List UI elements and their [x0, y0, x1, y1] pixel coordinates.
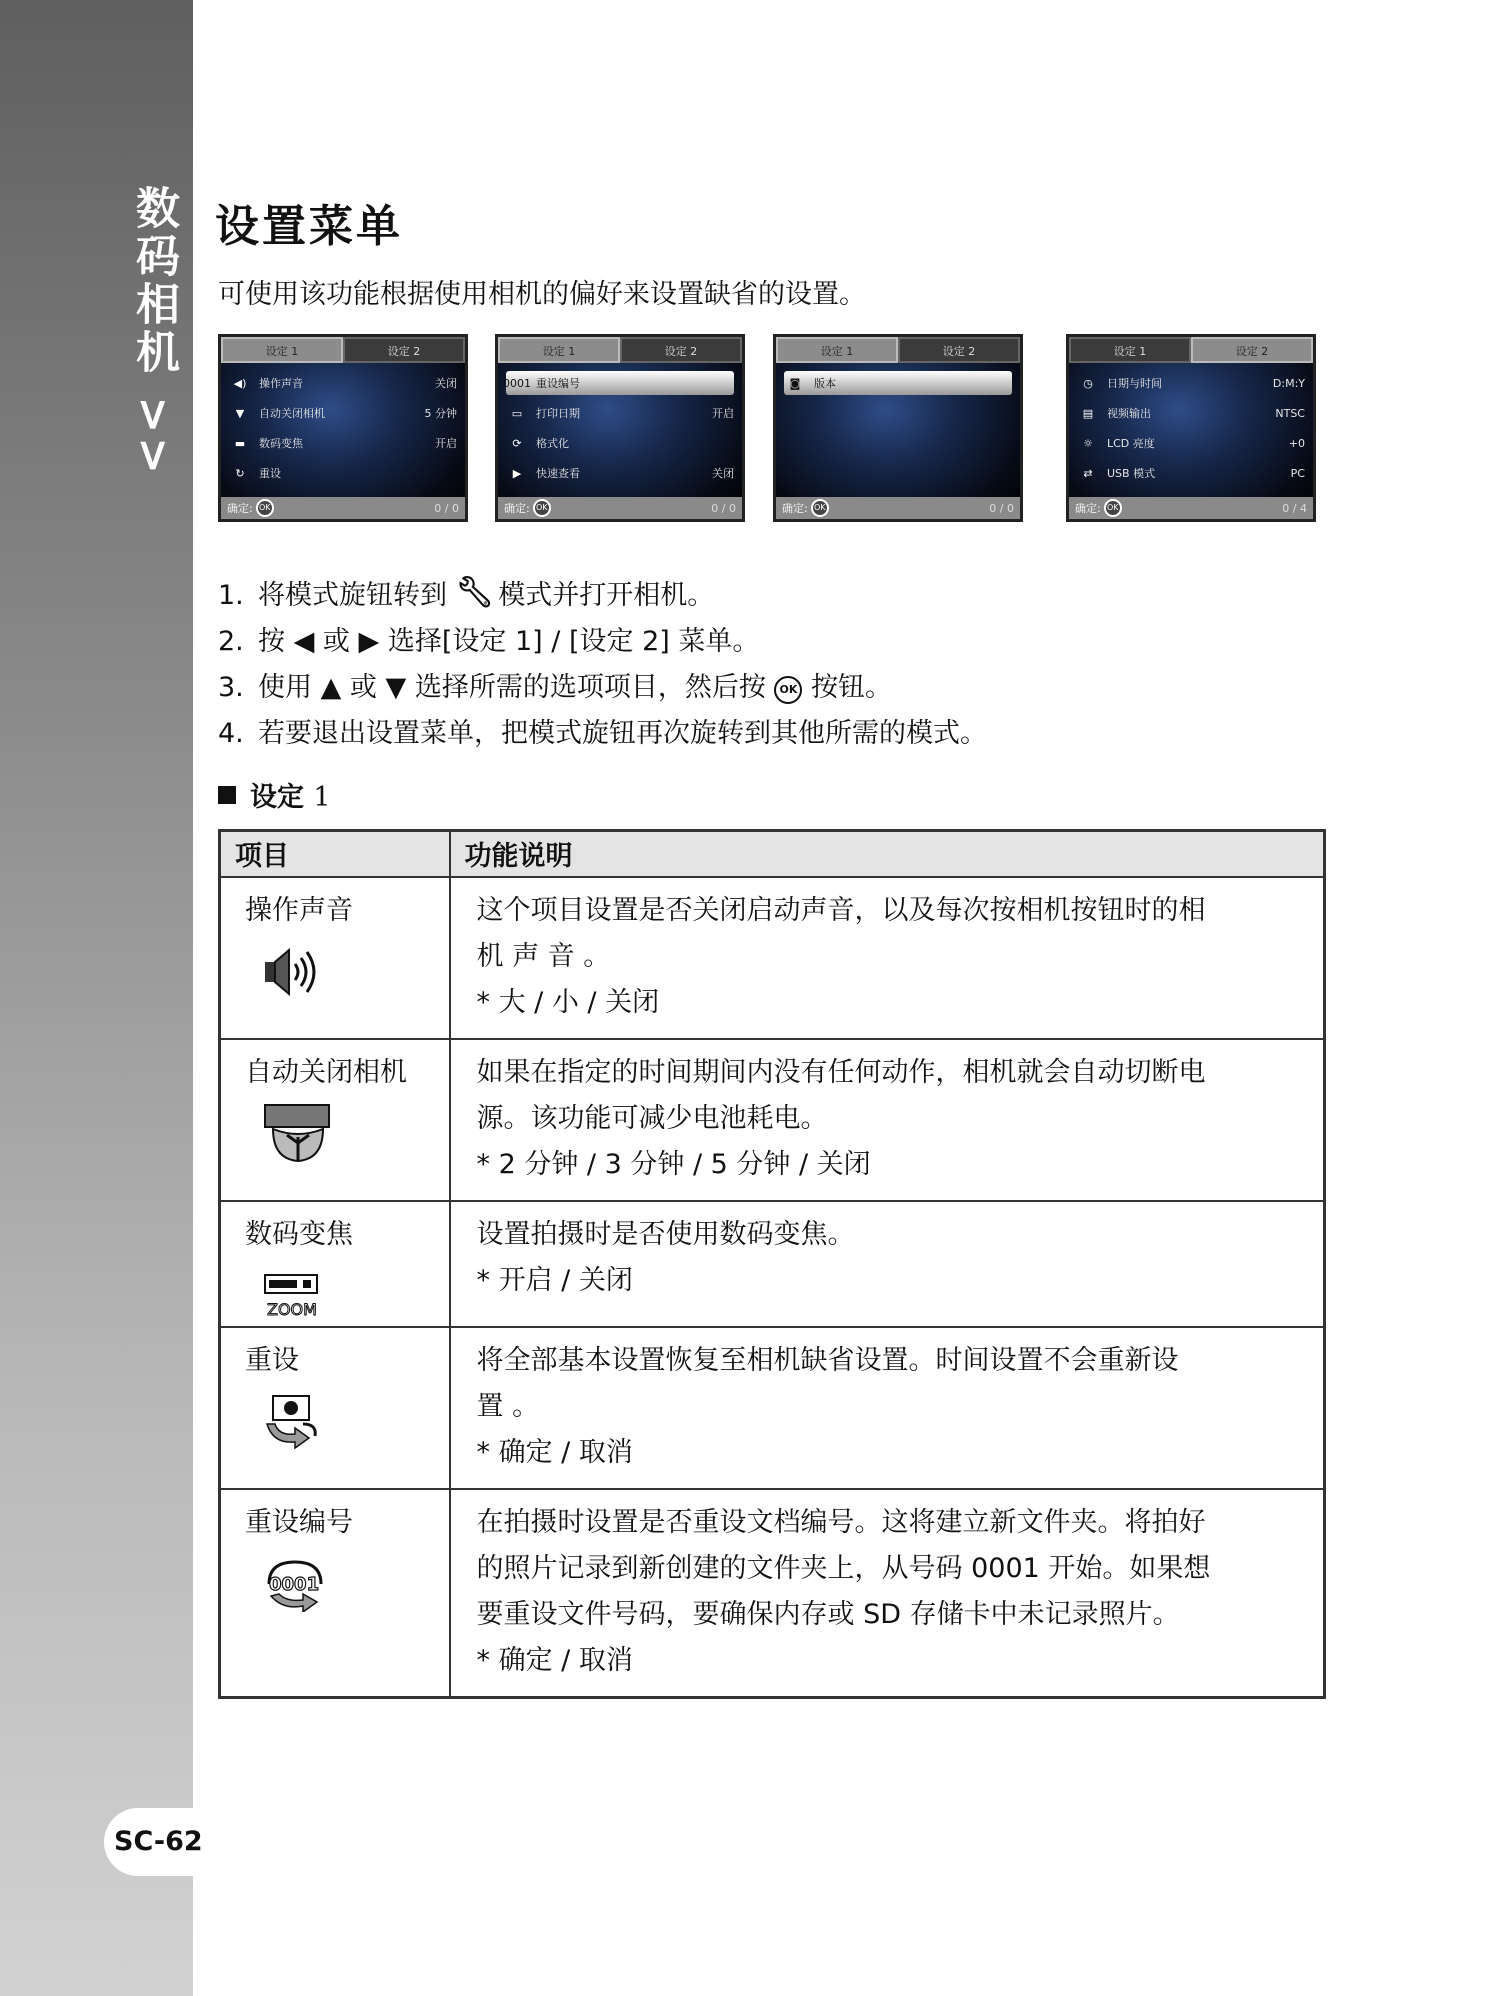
menu-screenshot: 设定 1 设定 2 ◙ 版本 确定: OK 0 / 0 [773, 334, 1023, 522]
speaker-icon [245, 942, 449, 1002]
page-number: SC-62 [104, 1808, 204, 1876]
step-item: 1. 将模式旋钮转到 🔧︎ 模式并打开相机。 [218, 570, 987, 619]
column-header-item: 项目 [220, 831, 450, 877]
menu-row: ↻ 重设 [229, 461, 457, 485]
ok-icon: OK [811, 499, 829, 517]
menu-row-selected: 0001 重设编号 [506, 371, 734, 395]
menu-tab-setup2: 设定 2 [898, 337, 1020, 363]
menu-screenshot: 设定 1 设定 2 ◀) 操作声音 关闭 ▼ 自动关闭相机 5 分钟 ▬ 数码变焦 开启 ↻ 重设 确定: OK 0 / 0 [218, 334, 468, 522]
menu-row: ▬ 数码变焦 开启 [229, 431, 457, 455]
ok-icon: OK [1104, 499, 1122, 517]
format-icon: ⟳ [512, 436, 522, 450]
page-title: 设置菜单 [215, 201, 403, 252]
menu-row: ▭ 打印日期 开启 [506, 401, 734, 425]
menu-row-selected: ◙ 版本 [784, 371, 1012, 395]
usb-icon: ⇄ [1083, 466, 1093, 480]
table-row: 重设编号 0001 在拍摄时设置是否重设文档编号。这将建立新文件夹。将拍好 的照片记录到新创建的文件夹上，从号码 0001 开始。如果想 要重设文件号码，要确保内存或 SD 存储卡中未记录照片。 * 确定 / 取消 [220, 1489, 1325, 1698]
ok-icon: OK [533, 499, 551, 517]
setup-mode-icon: 🔧︎ [455, 575, 490, 610]
auto-off-icon: ▼ [235, 406, 245, 420]
section-heading: 设定 1 [218, 775, 331, 814]
menu-row: ⇄ USB 模式 PC [1077, 461, 1305, 485]
settings-table [218, 829, 1326, 1699]
step-item: 2. 按 ◀ 或 ▶ 选择[设定 1] / [设定 2] 菜单。 [218, 626, 760, 657]
menu-tab-setup1: 设定 1 [221, 337, 343, 363]
sidebar-title: 数码相机 >> [128, 185, 179, 479]
version-icon: ◙ [789, 376, 801, 390]
file-number-icon: 0001 [503, 376, 531, 390]
auto-off-icon [245, 1104, 449, 1164]
intro-text: 可使用该功能根据使用相机的偏好来设置缺省的设置。 [218, 279, 866, 310]
menu-row: ▼ 自动关闭相机 5 分钟 [229, 401, 457, 425]
svg-text:ZOOM: ZOOM [267, 1299, 317, 1319]
ok-button-icon: OK [774, 676, 802, 704]
menu-tab-setup1: 设定 1 [498, 337, 620, 363]
zoom-icon: ▬ [234, 436, 246, 450]
table-header [220, 831, 1325, 877]
menu-screenshot: 设定 1 设定 2 0001 重设编号 ▭ 打印日期 开启 ⟳ 格式化 ▶ 快速查看 关闭 确定: OK 0 / 0 [495, 334, 745, 522]
menu-row: ▶ 快速查看 关闭 [506, 461, 734, 485]
file-number-icon [245, 1554, 449, 1614]
table-row: 重设 将全部基本设置恢复至相机缺省设置。时间设置不会重新设 置 。 * 确定 / 取消 [220, 1327, 1325, 1489]
menu-screenshots [218, 334, 1328, 524]
instruction-steps [218, 570, 987, 757]
table-row: 操作声音 这个项目设置是否关闭启动声音，以及每次按相机按钮时的相 机 声 音 。 * 大 / 小 / 关闭 [220, 877, 1325, 1039]
date-print-icon: ▭ [511, 406, 523, 420]
sidebar [0, 0, 193, 1996]
reset-icon: ↻ [235, 466, 245, 480]
zoom-icon [245, 1266, 449, 1326]
menu-row: ◷ 日期与时间 D:M:Y [1077, 371, 1305, 395]
menu-screenshot: 设定 1 设定 2 ◷ 日期与时间 D:M:Y ▤ 视频输出 NTSC ☼ LCD 亮度 +0 ⇄ USB 模式 PC 确定: OK 0 / 4 [1066, 334, 1316, 522]
menu-row: ☼ LCD 亮度 +0 [1077, 431, 1305, 455]
menu-tab-setup2: 设定 2 [1191, 337, 1313, 363]
ntsc-pal-icon: ▤ [1082, 406, 1094, 420]
brightness-icon: ☼ [1083, 436, 1093, 450]
menu-row: ▤ 视频输出 NTSC [1077, 401, 1305, 425]
ok-icon: OK [256, 499, 274, 517]
table-row: 自动关闭相机 如果在指定的时间期间内没有任何动作，相机就会自动切断电 源。该功能可减少电池耗电。 * 2 分钟 / 3 分钟 / 5 分钟 / 关闭 [220, 1039, 1325, 1201]
menu-row: ⟳ 格式化 [506, 431, 734, 455]
step-item: 4. 若要退出设置菜单，把模式旋钮再次旋转到其他所需的模式。 [218, 718, 987, 749]
speaker-icon: ◀) [233, 376, 247, 390]
menu-tab-setup1: 设定 1 [776, 337, 898, 363]
reset-icon [245, 1392, 449, 1452]
clock-icon: ◷ [1083, 376, 1093, 390]
menu-tab-setup2: 设定 2 [620, 337, 742, 363]
table-row: 数码变焦 ZOOM 设置拍摄时是否使用数码变焦。 * 开启 / 关闭 [220, 1201, 1325, 1327]
menu-tab-setup2: 设定 2 [343, 337, 465, 363]
square-bullet-icon [218, 786, 236, 804]
step-item: 3. 使用 ▲ 或 ▼ 选择所需的选项项目，然后按 OK 按钮。 [218, 672, 893, 703]
column-header-description: 功能说明 [450, 831, 1325, 877]
svg-text:0001: 0001 [269, 1573, 320, 1595]
menu-row: ◀) 操作声音 关闭 [229, 371, 457, 395]
quick-view-icon: ▶ [512, 466, 522, 480]
menu-tab-setup1: 设定 1 [1069, 337, 1191, 363]
